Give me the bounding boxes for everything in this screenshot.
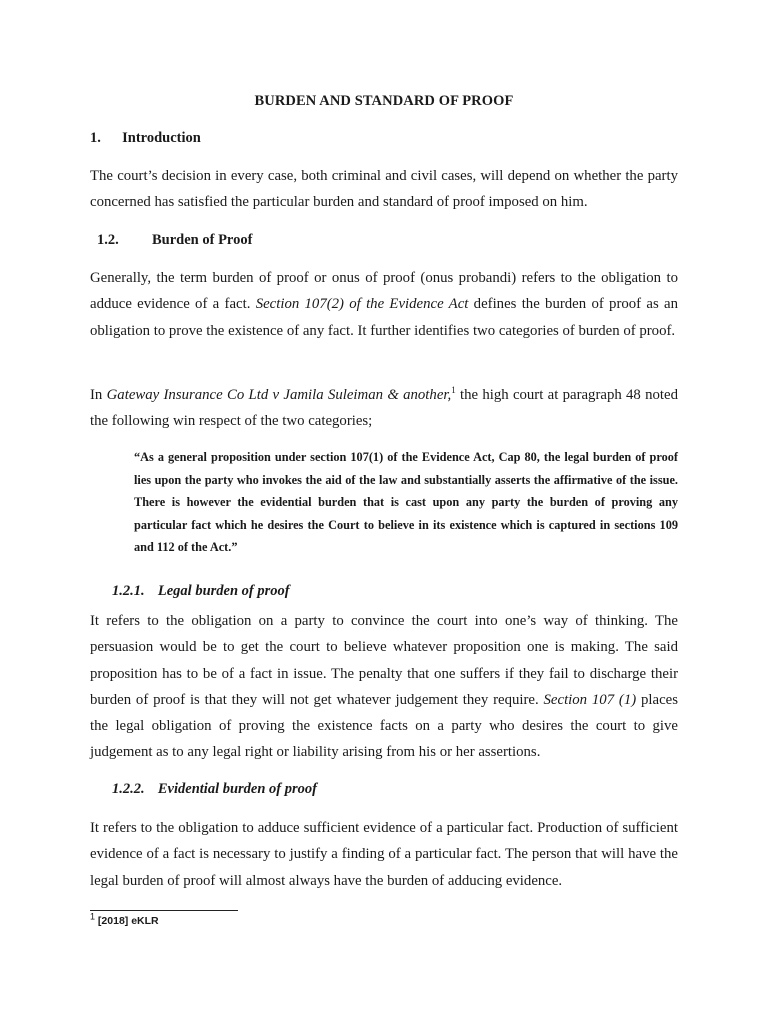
evidence-act-citation: Section 107(2) of the Evidence Act — [255, 296, 469, 313]
footnote-separator — [90, 910, 238, 911]
section-1-title: Introduction — [122, 130, 201, 146]
section-1-2-heading — [97, 232, 252, 249]
section-1-2-number: 1.2. — [97, 232, 119, 248]
section-1-2-2-title: Evidential burden of proof — [157, 781, 317, 797]
document-title: BURDEN AND STANDARD OF PROOF — [254, 93, 514, 109]
legal-burden-text-start: It refers to the obligation on a party to convince the court into one’s way of thinking. The persuasion would be to get the court to believe whatever proposition one is making. The said proposition has to be of a fact in issue. The penalty that one suffers if they fail to discharge their burden of proof is that they will not get whatever judgement they require. — [90, 613, 678, 708]
section-1-heading — [90, 130, 201, 147]
section-107-citation: Section 107 (1) — [543, 691, 637, 708]
section-1-number: 1. — [90, 130, 101, 146]
footnote-reference[interactable]: 1 — [451, 385, 456, 396]
section-1-2-1-number: 1.2.1. — [112, 583, 145, 599]
burden-text-start: Generally, the term burden of proof or onus of proof (onus probandi) refers to the obligation to adduce evidence of a fact. — [90, 270, 678, 313]
section-1-2-1-heading — [112, 583, 290, 600]
case-paragraph — [90, 382, 678, 435]
case-text-start: In — [90, 387, 107, 403]
case-citation: Gateway Insurance Co Ltd v Jamila Suleiman & another, — [106, 387, 452, 403]
footnote-text: [2018] eKLR — [95, 915, 159, 927]
section-1-2-2-number: 1.2.2. — [112, 781, 145, 797]
legal-burden-text-end: places the legal obligation of proving the existence facts on a party who desires the court to give judgement as to any legal right or liability arising from his or her assertions. — [90, 691, 679, 761]
burden-text-end: defines the burden of proof as an obligation to prove the existence of any fact. It further identifies two categories of burden of proof. — [90, 296, 678, 339]
section-1-2-2-heading — [112, 781, 317, 798]
burden-of-proof-paragraph — [90, 265, 678, 344]
section-1-2-1-title: Legal burden of proof — [157, 583, 290, 599]
block-quote: “As a general proposition under section 107(1) of the Evidence Act, Cap 80, the legal burden of proof lies upon the party who invokes the aid of the law and substantially asserts the affirmative of the issue. There is however the evidential burden that is cast upon any party the burden of proving any particular fact which he desires the Court to believe in its existence which is captured in sections 109 and 112 of the Act.” — [134, 450, 678, 555]
footnote — [90, 911, 159, 927]
section-1-2-title: Burden of Proof — [152, 232, 253, 248]
legal-burden-paragraph — [90, 608, 678, 766]
evidential-burden-paragraph: It refers to the obligation to adduce sufficient evidence of a particular fact. Production of sufficient evidence of a fact is necessary to justify a finding of a particular fact. The person that will have the legal burden of proof will almost always have the burden of adducing evidence. — [90, 820, 678, 889]
case-text-end: the high court at paragraph 48 noted the following win respect of the two categories; — [90, 387, 678, 430]
introduction-paragraph: The court’s decision in every case, both criminal and civil cases, will depend on whether the party concerned has satisfied the particular burden and standard of proof imposed on him. — [90, 168, 678, 211]
footnote-marker: 1 — [90, 911, 96, 922]
